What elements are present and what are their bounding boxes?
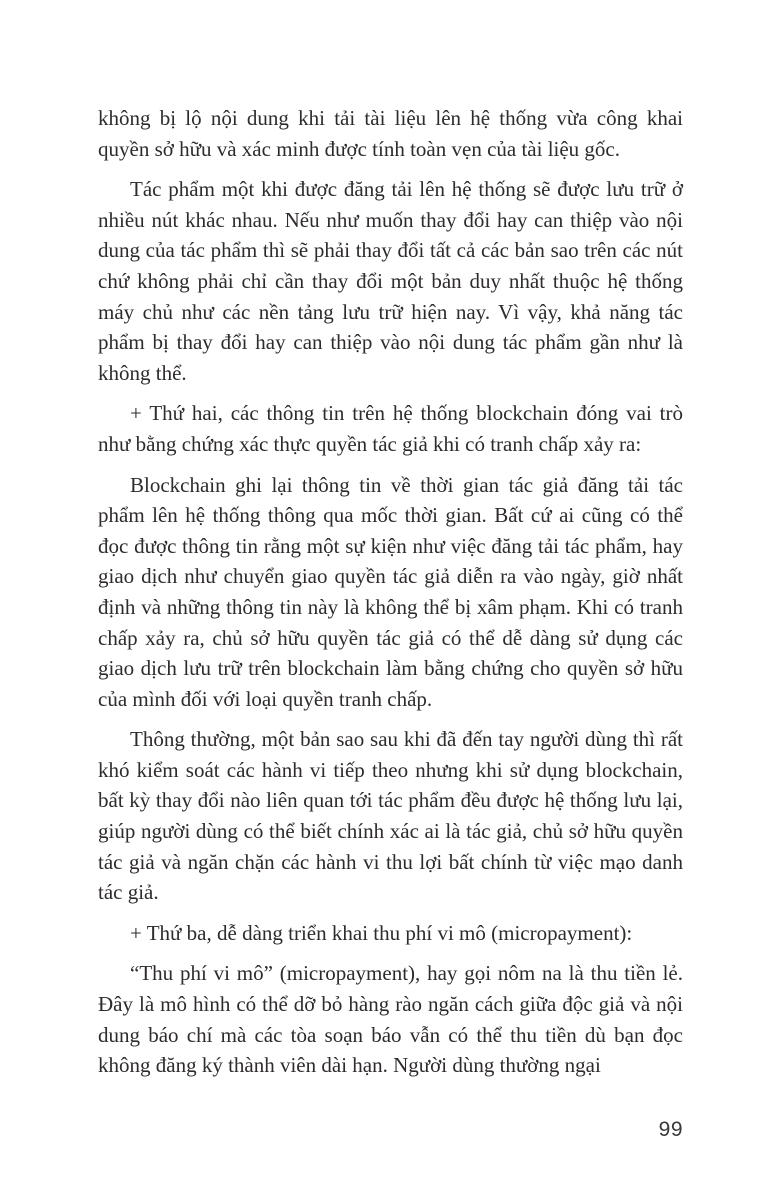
paragraph: “Thu phí vi mô” (micropayment), hay gọi nôm na là thu tiền lẻ. Đây là mô hình có thể dỡ bỏ hàng rào ngăn cách giữa độc giả và nội dung báo chí mà các tòa soạn báo vẫn có thể thu tiền dù bạn đọc không đăng ký thành viên dài hạn. Người dùng thường ngại: [98, 961, 683, 1078]
paragraph-list-item-third: + Thứ ba, dễ dàng triển khai thu phí vi mô (micropayment):: [130, 920, 633, 945]
paragraph: Thông thường, một bản sao sau khi đã đến tay người dùng thì rất khó kiểm soát các hành vi tiếp theo nhưng khi sử dụng blockchain, bất kỳ thay đổi nào liên quan tới tác phẩm đều được hệ thống lưu lại, giúp người dùng có thể biết chính xác ai là tác giả, chủ sở hữu quyền tác giả và ngăn chặn các hành vi thu lợi bất chính từ việc mạo danh tác giả.: [98, 727, 683, 905]
paragraph: Tác phẩm một khi được đăng tải lên hệ thống sẽ được lưu trữ ở nhiều nút khác nhau. Nếu như muốn thay đổi hay can thiệp vào nội dung của tác phẩm thì sẽ phải thay đổi tất cả các bản sao trên các nút chứ không phải chỉ cần thay đổi một bản duy nhất thuộc hệ thống máy chủ như các nền tảng lưu trữ hiện nay. Vì vậy, khả năng tác phẩm bị thay đổi hay can thiệp vào nội dung tác phẩm gần như là không thể.: [98, 177, 683, 385]
page-number: 99: [658, 1118, 683, 1141]
paragraph-continuation: không bị lộ nội dung khi tải tài liệu lên hệ thống vừa công khai quyền sở hữu và xác minh được tính toàn vẹn của tài liệu gốc.: [98, 106, 683, 161]
paragraph-list-item-second: + Thứ hai, các thông tin trên hệ thống blockchain đóng vai trò như bằng chứng xác thực quyền tác giả khi có tranh chấp xảy ra:: [98, 401, 683, 456]
paragraph: Blockchain ghi lại thông tin về thời gian tác giả đăng tải tác phẩm lên hệ thống thông qua mốc thời gian. Bất cứ ai cũng có thể đọc được thông tin rằng một sự kiện như việc đăng tải tác phẩm, hay giao dịch như chuyển giao quyền tác giả diễn ra vào ngày, giờ nhất định và những thông tin này là không thể bị xâm phạm. Khi có tranh chấp xảy ra, chủ sở hữu quyền tác giả có thể dễ dàng sử dụng các giao dịch lưu trữ trên blockchain làm bằng chứng cho quyền sở hữu của mình đối với loại quyền tranh chấp.: [98, 472, 683, 711]
page-body-text: [98, 103, 683, 1081]
